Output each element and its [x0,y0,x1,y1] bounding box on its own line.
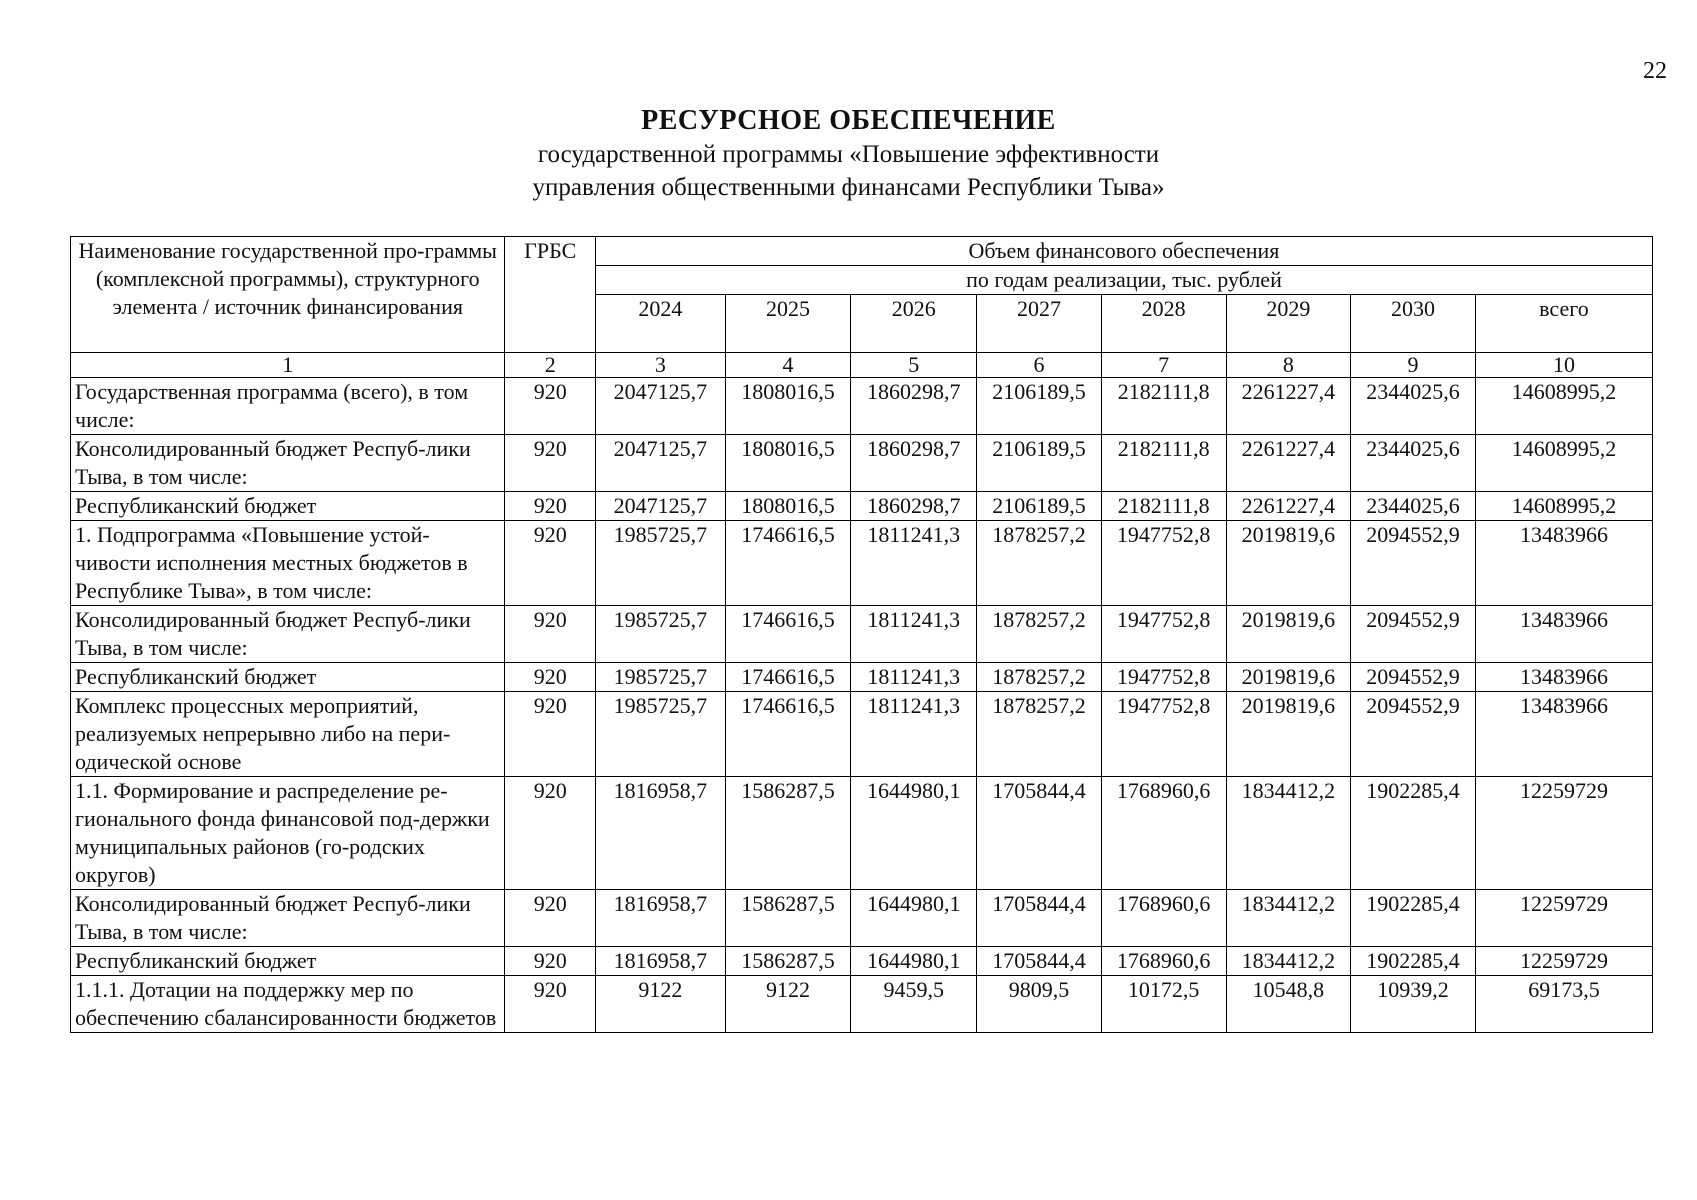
column-number: 9 [1351,353,1476,378]
row-value-cell: 2094552,9 [1351,521,1476,606]
table-row [71,663,1653,692]
row-value-cell: 2047125,7 [595,378,725,435]
table-body [71,378,1653,1033]
row-value-cell: 1902285,4 [1351,947,1476,976]
page-number: 22 [1643,58,1667,84]
column-number: 8 [1226,353,1351,378]
table-row [71,890,1653,947]
row-value-cell: 10172,5 [1101,976,1226,1033]
column-number: 2 [505,353,596,378]
row-value-cell: 2182111,8 [1101,492,1226,521]
row-value-cell: 1985725,7 [595,692,725,777]
row-value-cell: 1816958,7 [595,777,725,890]
row-name-cell: 1. Подпрограмма «Повышение устой-чивости исполнения местных бюджетов в Республике Тыва», в том числе: [71,521,505,606]
row-total-cell: 13483966 [1475,606,1652,663]
row-name-cell: Республиканский бюджет [71,492,505,521]
row-value-cell: 2182111,8 [1101,378,1226,435]
row-value-cell: 1746616,5 [725,692,851,777]
row-value-cell: 1816958,7 [595,890,725,947]
column-number: 10 [1475,353,1652,378]
table-row [71,606,1653,663]
row-value-cell: 10548,8 [1226,976,1351,1033]
row-value-cell: 1947752,8 [1101,692,1226,777]
row-value-cell: 1811241,3 [851,692,977,777]
row-grbs-cell: 920 [505,947,596,976]
row-value-cell: 1878257,2 [977,663,1102,692]
row-total-cell: 13483966 [1475,692,1652,777]
row-value-cell: 1746616,5 [725,606,851,663]
row-value-cell: 1860298,7 [851,492,977,521]
header-volume-line-1: Объем финансового обеспечения [595,237,1652,266]
row-value-cell: 2261227,4 [1226,492,1351,521]
row-value-cell: 2344025,6 [1351,435,1476,492]
row-value-cell: 1947752,8 [1101,663,1226,692]
row-value-cell: 2261227,4 [1226,435,1351,492]
row-value-cell: 1808016,5 [725,435,851,492]
header-year: 2029 [1226,295,1351,353]
row-value-cell: 1902285,4 [1351,890,1476,947]
row-value-cell: 1808016,5 [725,492,851,521]
row-name-cell: Консолидированный бюджет Респуб-лики Тыва, в том числе: [71,890,505,947]
row-total-cell: 12259729 [1475,947,1652,976]
row-value-cell: 1705844,4 [977,890,1102,947]
row-grbs-cell: 920 [505,435,596,492]
row-value-cell: 9459,5 [851,976,977,1033]
row-value-cell: 2019819,6 [1226,663,1351,692]
row-value-cell: 1768960,6 [1101,947,1226,976]
header-year: 2025 [725,295,851,353]
row-value-cell: 1834412,2 [1226,947,1351,976]
column-number: 5 [851,353,977,378]
row-name-cell: Государственная программа (всего), в том числе: [71,378,505,435]
document-subtitle-line-2: управления общественными финансами Республики Тыва» [532,174,1165,201]
row-grbs-cell: 920 [505,777,596,890]
row-value-cell: 9809,5 [977,976,1102,1033]
row-value-cell: 2094552,9 [1351,606,1476,663]
table-row [71,378,1653,435]
row-grbs-cell: 920 [505,976,596,1033]
header-volume-line-2: по годам реализации, тыс. рублей [595,266,1652,295]
row-value-cell: 1985725,7 [595,606,725,663]
row-value-cell: 1860298,7 [851,435,977,492]
row-value-cell: 2094552,9 [1351,663,1476,692]
row-total-cell: 14608995,2 [1475,378,1652,435]
row-total-cell: 13483966 [1475,663,1652,692]
row-value-cell: 1947752,8 [1101,606,1226,663]
document-subtitle-line-1: государственной программы «Повышение эффективности [537,141,1160,168]
row-value-cell: 1586287,5 [725,947,851,976]
row-grbs-cell: 920 [505,606,596,663]
row-total-cell: 14608995,2 [1475,492,1652,521]
header-year: 2027 [977,295,1102,353]
row-value-cell: 1985725,7 [595,663,725,692]
row-value-cell: 1985725,7 [595,521,725,606]
row-value-cell: 2019819,6 [1226,692,1351,777]
row-grbs-cell: 920 [505,692,596,777]
row-value-cell: 2047125,7 [595,492,725,521]
row-value-cell: 1947752,8 [1101,521,1226,606]
row-value-cell: 9122 [725,976,851,1033]
table-row [71,947,1653,976]
row-value-cell: 10939,2 [1351,976,1476,1033]
header-year: 2028 [1101,295,1226,353]
row-total-cell: 12259729 [1475,890,1652,947]
row-value-cell: 1902285,4 [1351,777,1476,890]
row-value-cell: 2019819,6 [1226,521,1351,606]
row-value-cell: 2047125,7 [595,435,725,492]
row-total-cell: 14608995,2 [1475,435,1652,492]
row-value-cell: 2344025,6 [1351,378,1476,435]
header-total: всего [1475,295,1652,353]
row-value-cell: 2182111,8 [1101,435,1226,492]
row-value-cell: 1811241,3 [851,606,977,663]
row-value-cell: 2106189,5 [977,492,1102,521]
row-total-cell: 12259729 [1475,777,1652,890]
title-block [0,104,1697,204]
row-value-cell: 1746616,5 [725,663,851,692]
row-name-cell: Комплекс процессных мероприятий, реализуемых непрерывно либо на пери-одической основе [71,692,505,777]
row-value-cell: 1705844,4 [977,777,1102,890]
row-grbs-cell: 920 [505,492,596,521]
column-number: 7 [1101,353,1226,378]
row-value-cell: 1644980,1 [851,947,977,976]
row-value-cell: 2261227,4 [1226,378,1351,435]
row-value-cell: 1586287,5 [725,890,851,947]
header-year: 2024 [595,295,725,353]
row-value-cell: 1768960,6 [1101,777,1226,890]
row-value-cell: 1811241,3 [851,663,977,692]
header-year: 2026 [851,295,977,353]
resource-table [70,236,1653,1033]
row-value-cell: 1860298,7 [851,378,977,435]
header-name-column: Наименование государственной про-граммы (комплексной программы), структурного элемента / источник финансирования [71,237,505,353]
header-grbs: ГРБС [505,237,596,353]
row-grbs-cell: 920 [505,521,596,606]
row-value-cell: 1834412,2 [1226,890,1351,947]
row-value-cell: 1768960,6 [1101,890,1226,947]
row-value-cell: 1746616,5 [725,521,851,606]
row-value-cell: 2094552,9 [1351,692,1476,777]
row-value-cell: 1878257,2 [977,606,1102,663]
row-value-cell: 1834412,2 [1226,777,1351,890]
row-value-cell: 2019819,6 [1226,606,1351,663]
row-name-cell: Консолидированный бюджет Респуб-лики Тыва, в том числе: [71,606,505,663]
document-title: РЕСУРСНОЕ ОБЕСПЕЧЕНИЕ [641,105,1056,136]
row-value-cell: 2106189,5 [977,378,1102,435]
row-value-cell: 1808016,5 [725,378,851,435]
row-value-cell: 2106189,5 [977,435,1102,492]
row-value-cell: 2344025,6 [1351,492,1476,521]
row-grbs-cell: 920 [505,378,596,435]
table-row [71,692,1653,777]
table-row [71,492,1653,521]
row-name-cell: 1.1. Формирование и распределение ре-гионального фонда финансовой под-держки муниципальных районов (го-родских округов) [71,777,505,890]
row-total-cell: 13483966 [1475,521,1652,606]
row-value-cell: 1705844,4 [977,947,1102,976]
column-number: 6 [977,353,1102,378]
row-grbs-cell: 920 [505,890,596,947]
column-number: 4 [725,353,851,378]
header-year: 2030 [1351,295,1476,353]
row-value-cell: 1644980,1 [851,777,977,890]
table-row [71,777,1653,890]
column-number: 1 [71,353,505,378]
row-name-cell: Республиканский бюджет [71,663,505,692]
table-row [71,976,1653,1033]
table-row [71,521,1653,606]
row-value-cell: 1816958,7 [595,947,725,976]
column-number: 3 [595,353,725,378]
row-value-cell: 1644980,1 [851,890,977,947]
row-name-cell: 1.1.1. Дотации на поддержку мер по обеспечению сбалансированности бюджетов [71,976,505,1033]
row-value-cell: 1878257,2 [977,692,1102,777]
row-value-cell: 1878257,2 [977,521,1102,606]
row-total-cell: 69173,5 [1475,976,1652,1033]
row-name-cell: Республиканский бюджет [71,947,505,976]
table-row [71,435,1653,492]
row-value-cell: 1811241,3 [851,521,977,606]
row-name-cell: Консолидированный бюджет Респуб-лики Тыва, в том числе: [71,435,505,492]
row-value-cell: 1586287,5 [725,777,851,890]
row-value-cell: 9122 [595,976,725,1033]
row-grbs-cell: 920 [505,663,596,692]
